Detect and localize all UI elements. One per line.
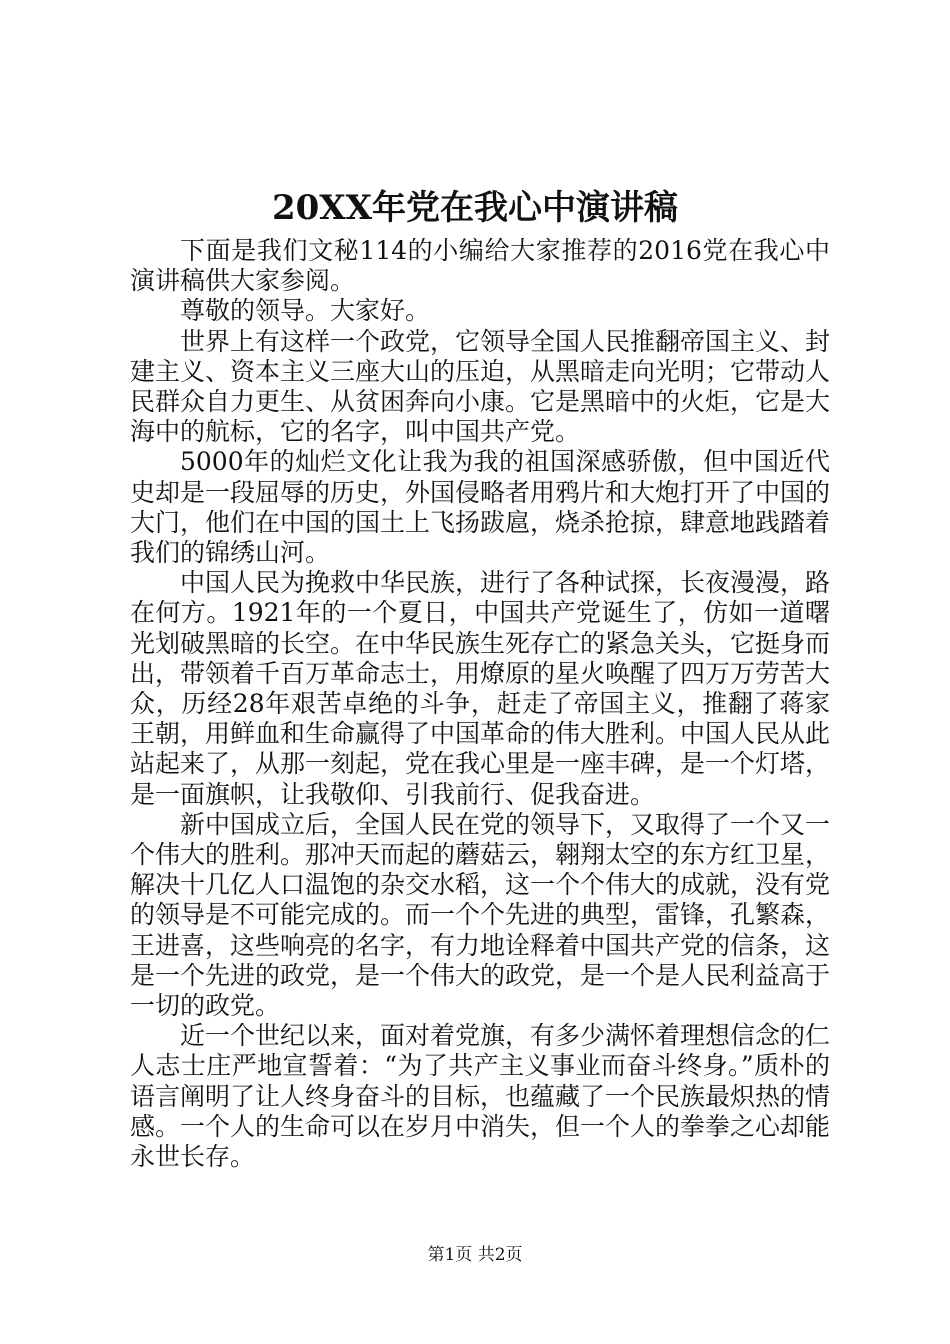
paragraph: 中国人民为挽救中华民族，进行了各种试探，长夜漫漫，路在何方。1921年的一个夏日，中国共产党诞生了，仿如一道曙光划破黑暗的长空。在中华民族生死存亡的紧急关头，它挺身而出，带领着千百万革命志士，用燎原的星火唤醒了四万万劳苦大众，历经28年艰苦卓绝的斗争，赶走了帝国主义，推翻了蒋家王朝，用鲜血和生命赢得了中国革命的伟大胜利。中国人民从此站起来了，从那一刻起，党在我心里是一座丰碑，是一个灯塔，是一面旗帜，让我敬仰、引我前行、促我奋进。 — [130, 568, 831, 809]
paragraph: 新中国成立后，全国人民在党的领导下，又取得了一个又一个伟大的胜利。那冲天而起的蘑菇云，翱翔太空的东方红卫星，解决十几亿人口温饱的杂交水稻，这一个个伟大的成就，没有党的领导是不可能完成的。而一个个先进的典型，雷锋，孔繁森，王进喜，这些响亮的名字，有力地诠释着中国共产党的信条，这是一个先进的政党，是一个伟大的政党，是一个是人民利益高于一切的政党。 — [130, 809, 831, 1021]
page-number-footer: 第1页 共2页 — [427, 1245, 523, 1265]
document-title: 20XX年党在我心中演讲稿 — [271, 188, 679, 228]
paragraph: 近一个世纪以来，面对着党旗，有多少满怀着理想信念的仁人志士庄严地宣誓着：“为了共产主义事业而奋斗终身。”质朴的语言阐明了让人终身奋斗的目标，也蕴藏了一个民族最炽热的情感。一个人的生命可以在岁月中消失，但一个人的拳拳之心却能永世长存。 — [130, 1021, 831, 1172]
paragraph: 5000年的灿烂文化让我为我的祖国深感骄傲，但中国近代史却是一段屈辱的历史，外国侵略者用鸦片和大炮打开了中国的大门，他们在中国的国土上飞扬跋扈，烧杀抢掠，肆意地践踏着我们的锦绣山河。 — [130, 447, 831, 568]
paragraph-greeting: 尊敬的领导。大家好。 — [180, 296, 431, 326]
paragraph: 世界上有这样一个政党，它领导全国人民推翻帝国主义、封建主义、资本主义三座大山的压迫，从黑暗走向光明；它带动人民群众自力更生、从贫困奔向小康。它是黑暗中的火炬，它是大海中的航标，它的名字，叫中国共产党。 — [130, 326, 831, 447]
document-body — [130, 236, 830, 1172]
paragraph-intro: 下面是我们文秘114的小编给大家推荐的2016党在我心中演讲稿供大家参阅。 — [130, 236, 830, 296]
